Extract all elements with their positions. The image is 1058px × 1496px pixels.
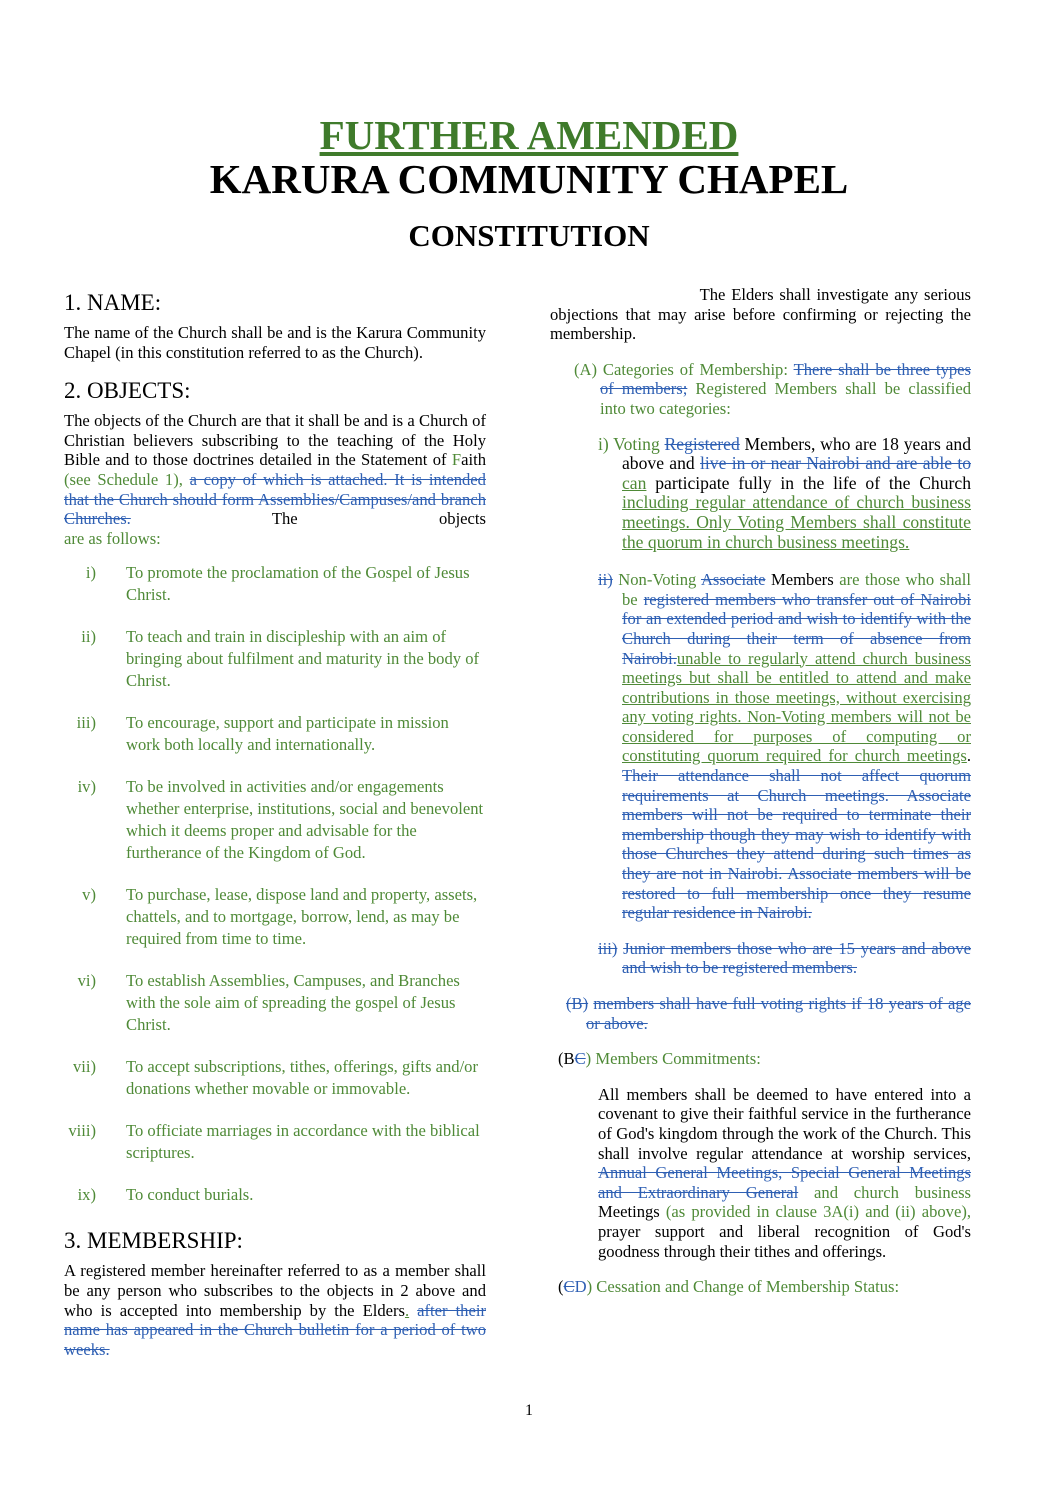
- object-item-number: ii): [81, 627, 96, 647]
- section-2-heading: 2. OBJECTS:: [64, 378, 191, 404]
- object-item: [64, 970, 486, 1036]
- object-item-text: To teach and train in discipleship with an aim of bringing about fulfilment and maturity in the body of Christ.: [126, 627, 480, 691]
- object-item-number: vii): [72, 1057, 96, 1077]
- object-item-text: To promote the proclamation of the Gospel of Jesus Christ.: [126, 563, 470, 605]
- left-column: [64, 288, 486, 1359]
- section-3-text: A registered member hereinafter referred to as a member shall be any person who subscribes to the objects in 2 above and who is accepted into membership by the Elders. after their name has appeared in the Church bulletin for a period of two weeks.: [64, 1261, 486, 1359]
- organization-title: KARURA COMMUNITY CHAPEL: [209, 156, 849, 202]
- document-title: CONSTITUTION: [408, 218, 650, 253]
- section-1-heading: 1. NAME:: [64, 290, 162, 315]
- deleted-text: after their name has appeared in the Church bulletin for a period of two weeks.: [64, 1300, 486, 1359]
- object-item-number: iv): [77, 777, 96, 797]
- objects-list: [64, 562, 486, 1206]
- membership-continued: The Elders shall investigate any serious objections that may arise before confirming or rejecting the membership.: [550, 285, 971, 344]
- category-b: (B) members shall have full voting rights if 18 years of age or above.: [566, 994, 971, 1033]
- amendment-title: FURTHER AMENDED: [319, 112, 739, 158]
- object-item: [64, 562, 486, 606]
- section-1-text: The name of the Church shall be and is the Karura Community Chapel (in this constitution referred to as the Church).: [64, 323, 486, 362]
- object-item-number: vi): [77, 971, 96, 991]
- object-item-text: To purchase, lease, dispose land and property, assets, chattels, and to mortgage, borrow, lend, as may be required from time to time.: [126, 885, 478, 949]
- voting-members: i) Voting Registered Members, who are 18 years and above and live in or near Nairobi and are able to can participate fully in the life of the Church including regular attendance of church business meetings. Only Voting Members shall constitute the quorum in church business meetings.: [598, 433, 971, 552]
- object-item-number: ix): [77, 1185, 96, 1205]
- object-item-text: To encourage, support and participate in mission work both locally and internationally.: [126, 713, 449, 755]
- object-item-text: To accept subscriptions, tithes, offerings, gifts and/or donations whether movable or immovable.: [126, 1057, 479, 1099]
- section-3-heading: 3. MEMBERSHIP:: [64, 1228, 243, 1254]
- right-column: [550, 285, 971, 1297]
- object-item-number: i): [85, 563, 96, 583]
- object-item: [64, 1120, 486, 1164]
- junior-members: iii) Junior members those who are 15 years and above and wish to be registered members.: [598, 938, 971, 978]
- object-item: [64, 626, 486, 692]
- object-item: [64, 884, 486, 950]
- cessation-heading: (CD) Cessation and Change of Membership Status:: [558, 1277, 900, 1297]
- object-item-text: To conduct burials.: [126, 1185, 254, 1205]
- object-item: [64, 1056, 486, 1100]
- section-2-text: The objects of the Church are that it shall be and is a Church of Christian believers subscribing to the teaching of the Holy Bible and to those doctrines detailed in the Statement of Faith (see Schedule 1), a copy of which is attached. It is intended that the Church should form Assemblies/Campuses/and branch Churches. The objects: [64, 411, 486, 529]
- object-item-number: viii): [68, 1121, 96, 1141]
- section-2-text-end: are as follows:: [64, 528, 161, 548]
- object-item-text: To officiate marriages in accordance with the biblical scriptures.: [126, 1121, 480, 1163]
- object-item: [64, 776, 486, 864]
- commitments-text: All members shall be deemed to have entered into a covenant to give their faithful service in the furtherance of God's kingdom through the work of the Church. This shall involve regular attendance at worship services, Annual General Meetings, Special General Meetings and Extraordinary General and church business Meetings (as provided in clause 3A(i) and (ii) above), prayer support and liberal recognition of God's goodness through their tithes and offerings.: [598, 1084, 971, 1261]
- page-number: 1: [525, 1402, 533, 1419]
- object-item-number: iii): [76, 713, 96, 733]
- object-item: [64, 712, 486, 756]
- commitments-heading: (BC) Members Commitments:: [558, 1049, 761, 1069]
- object-item-text: To establish Assemblies, Campuses, and Branches with the sole aim of spreading the gospel of Jesus Christ.: [126, 971, 460, 1035]
- deleted-text: a copy of which is attached. It is intended that the Church should form Assemblies/Campuses/and branch Churches.: [64, 469, 486, 529]
- category-a: (A) Categories of Membership: There shall be three types of members; Registered Members shall be classified into two categories:: [574, 359, 971, 418]
- object-item-number: v): [82, 885, 96, 905]
- object-item: [64, 1184, 486, 1206]
- non-voting-members: ii) Non-Voting Associate Members are those who shall be registered members who transfer out of Nairobi for an extended period and wish to identify with the Church during their term of absence from Nairobi.unable to regularly attend church business meetings but shall be entitled to attend and make contributions in those meetings, without exercising any voting rights. Non-Voting members will not be considered for purposes of computing or constituting quorum required for church meetings. Their attendance shall not affect quorum requirements at Church meetings. Associate members will not be required to terminate their membership though they may wish to identify with those Churches they attend during such times as they are not in Nairobi. Associate members will be restored to full membership once they resume regular residence in Nairobi.: [598, 570, 971, 923]
- object-item-text: To be involved in activities and/or engagements whether enterprise, institutions, social and benevolent which it deems proper and advisable for the furtherance of the Kingdom of God.: [126, 777, 484, 863]
